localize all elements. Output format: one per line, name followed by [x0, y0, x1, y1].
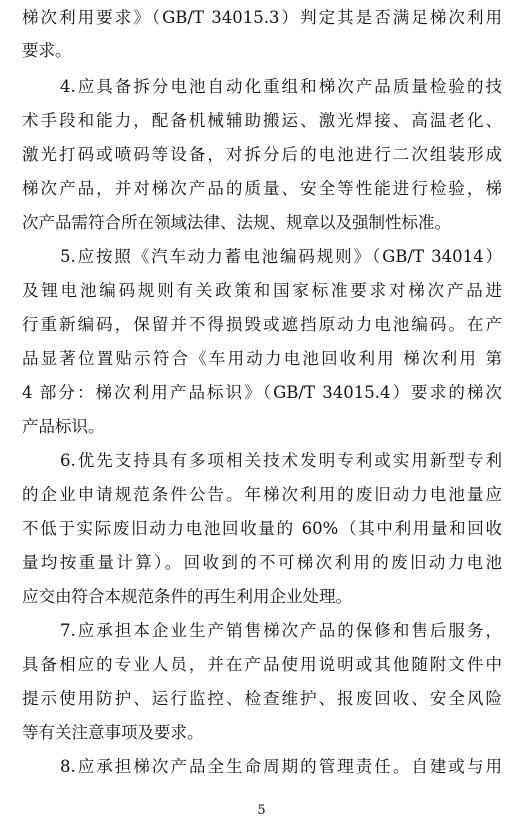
text-line: 8.应承担梯次产品全生命周期的管理责任。自建或与用	[60, 757, 502, 776]
page-number: 5	[257, 803, 266, 818]
text-line: 7.应承担本企业生产销售梯次产品的保修和售后服务，	[60, 621, 502, 640]
text-line: 激光打码或喷码等设备，对拆分后的电池进行二次组装形成	[22, 145, 502, 164]
text-line: 行重新编码，保留并不得损毁或遮挡原动力电池编码。在产	[22, 315, 502, 334]
text-line: 具备相应的专业人员，并在产品使用说明或其他随附文件中	[22, 655, 502, 674]
text-line: 品显著位置贴示符合《车用动力电池回收利用 梯次利用 第	[22, 349, 502, 368]
text-line: 术手段和能力，配备机械辅助搬运、激光焊接、高温老化、	[22, 111, 502, 130]
text-line: 梯次产品，并对梯次产品的质量、安全等性能进行检验，梯	[22, 179, 502, 198]
text-line: 不低于实际废旧动力电池回收量的 60%（其中利用量和回收	[22, 519, 502, 538]
text-line: 次产品需符合所在领域法律、法规、规章以及强制性标准。	[22, 213, 451, 232]
text-line: 及锂电池编码规则有关政策和国家标准要求对梯次产品进	[22, 281, 502, 300]
text-line: 量均按重量计算）。回收到的不可梯次利用的废旧动力电池	[22, 553, 502, 572]
text-line: 提示使用防护、运行监控、检查维护、报废回收、安全风险	[22, 689, 502, 708]
text-line: 5.应按照《汽车动力蓄电池编码规则》（GB/T 34014）	[60, 247, 502, 266]
text-line: 的企业申请规范条件公告。年梯次利用的废旧动力电池量应	[22, 485, 502, 504]
text-line: 6.优先支持具有多项相关技术发明专利或实用新型专利	[60, 451, 502, 470]
text-line: 梯次利用要求》（GB/T 34015.3）判定其是否满足梯次利用	[22, 8, 502, 27]
text-line: 4.应具备拆分电池自动化重组和梯次产品质量检验的技	[60, 77, 502, 96]
text-line: 产品标识。	[22, 417, 105, 436]
text-line: 要求。	[22, 41, 72, 60]
text-line: 等有关注意事项及要求。	[22, 723, 204, 742]
text-line: 4 部分：梯次利用产品标识》（GB/T 34015.4）要求的梯次	[22, 383, 502, 402]
text-line: 应交由符合本规范条件的再生利用企业处理。	[22, 587, 352, 606]
